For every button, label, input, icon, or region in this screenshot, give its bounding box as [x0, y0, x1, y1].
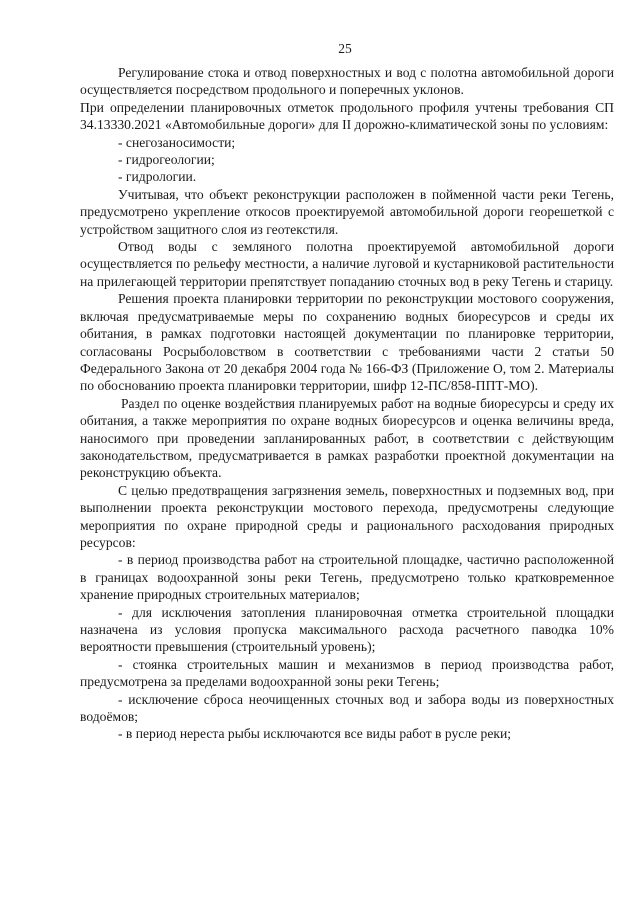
measure-flood-level: - для исключения затопления планировочная отметка строительной площадки назначена из условия пропуска максимального расхода расчетного паводка 10% вероятности превышения (строительный уровень);	[80, 604, 614, 655]
measure-wastewater-exclusion: - исключение сброса неочищенных сточных вод и забора воды из поверхностных водоёмов;	[80, 691, 614, 725]
list-item-snow-drift: - снегозаносимости;	[118, 134, 236, 150]
document-body	[80, 64, 614, 743]
list-item-hydrology: - гидрологии.	[118, 169, 197, 185]
paragraph-impact-assessment: Раздел по оценке воздействия планируемых работ на водные биоресурсы и среду их обитания, а также мероприятия по охране водных биоресурсов и оценка величины вреда, наносимого при проведении запланированных работ, в соответствии с действующим законодательством, предусматривается в рамках разработки проектной документации на реконструкцию объекта.	[80, 395, 614, 481]
paragraph-slope-reinforcement: Учитывая, что объект реконструкции расположен в пойменной части реки Тегень, предусмотрено укрепление откосов проектируемой автомобильной дороги георешеткой с устройством защитного слоя из геотекстиля.	[80, 186, 614, 237]
paragraph-runoff-drainage: Регулирование стока и отвод поверхностных и вод с полотна автомобильной дороги осуществляется посредством продольного и поперечных уклонов.	[80, 65, 614, 98]
paragraph-water-diversion: Отвод воды с земляного полотна проектируемой автомобильной дороги осуществляется по рельефу местности, а наличие луговой и кустарниковой растительности на прилегающей территории препятствует попаданию сточных вод в реку Тегень и старицу.	[80, 239, 614, 289]
measure-material-storage: - в период производства работ на строительной площадке, частично расположенной в границах водоохранной зоны реки Тегень, предусмотрено только кратковременное хранение природных строительных материалов;	[80, 552, 614, 603]
measure-machinery-parking: - стоянка строительных машин и механизмов в период производства работ, предусмотрена за пределами водоохранной зоны реки Тегень;	[80, 656, 614, 690]
list-item-hydrogeology: - гидрогеологии;	[118, 152, 215, 168]
paragraph-pollution-prevention: С целью предотвращения загрязнения земель, поверхностных и подземных вод, при выполнении проекта реконструкции мостового перехода, предусмотрены следующие мероприятия по охране природной среды и рационального расходования природных ресурсов:	[80, 482, 614, 550]
paragraph-rosrybolovstvo-approval: Решения проекта планировки территории по реконструкции мостового сооружения, включая предусматриваемые меры по сохранению водных биоресурсов и среды их обитания, в рамках подготовки настоящей документации по планировке территории, согласованы Росрыболовством в соответствии с требованиями части 2 статьи 50 Федерального Закона от 20 декабря 2004 года № 166-ФЗ (Приложение О, том 2. Материалы по обоснованию проекта планировки территории, шифр 12-ПС/858-ППТ-МО).	[80, 291, 614, 394]
paragraph-profile-requirements: При определении планировочных отметок продольного профиля учтены требования СП 34.13330.2021 «Автомобильные дороги» для II дорожно-климатической зоны по условиям:	[80, 99, 614, 133]
page-number: 25	[338, 41, 352, 56]
measure-spawning-period: - в период нереста рыбы исключаются все виды работ в русле реки;	[118, 726, 512, 742]
